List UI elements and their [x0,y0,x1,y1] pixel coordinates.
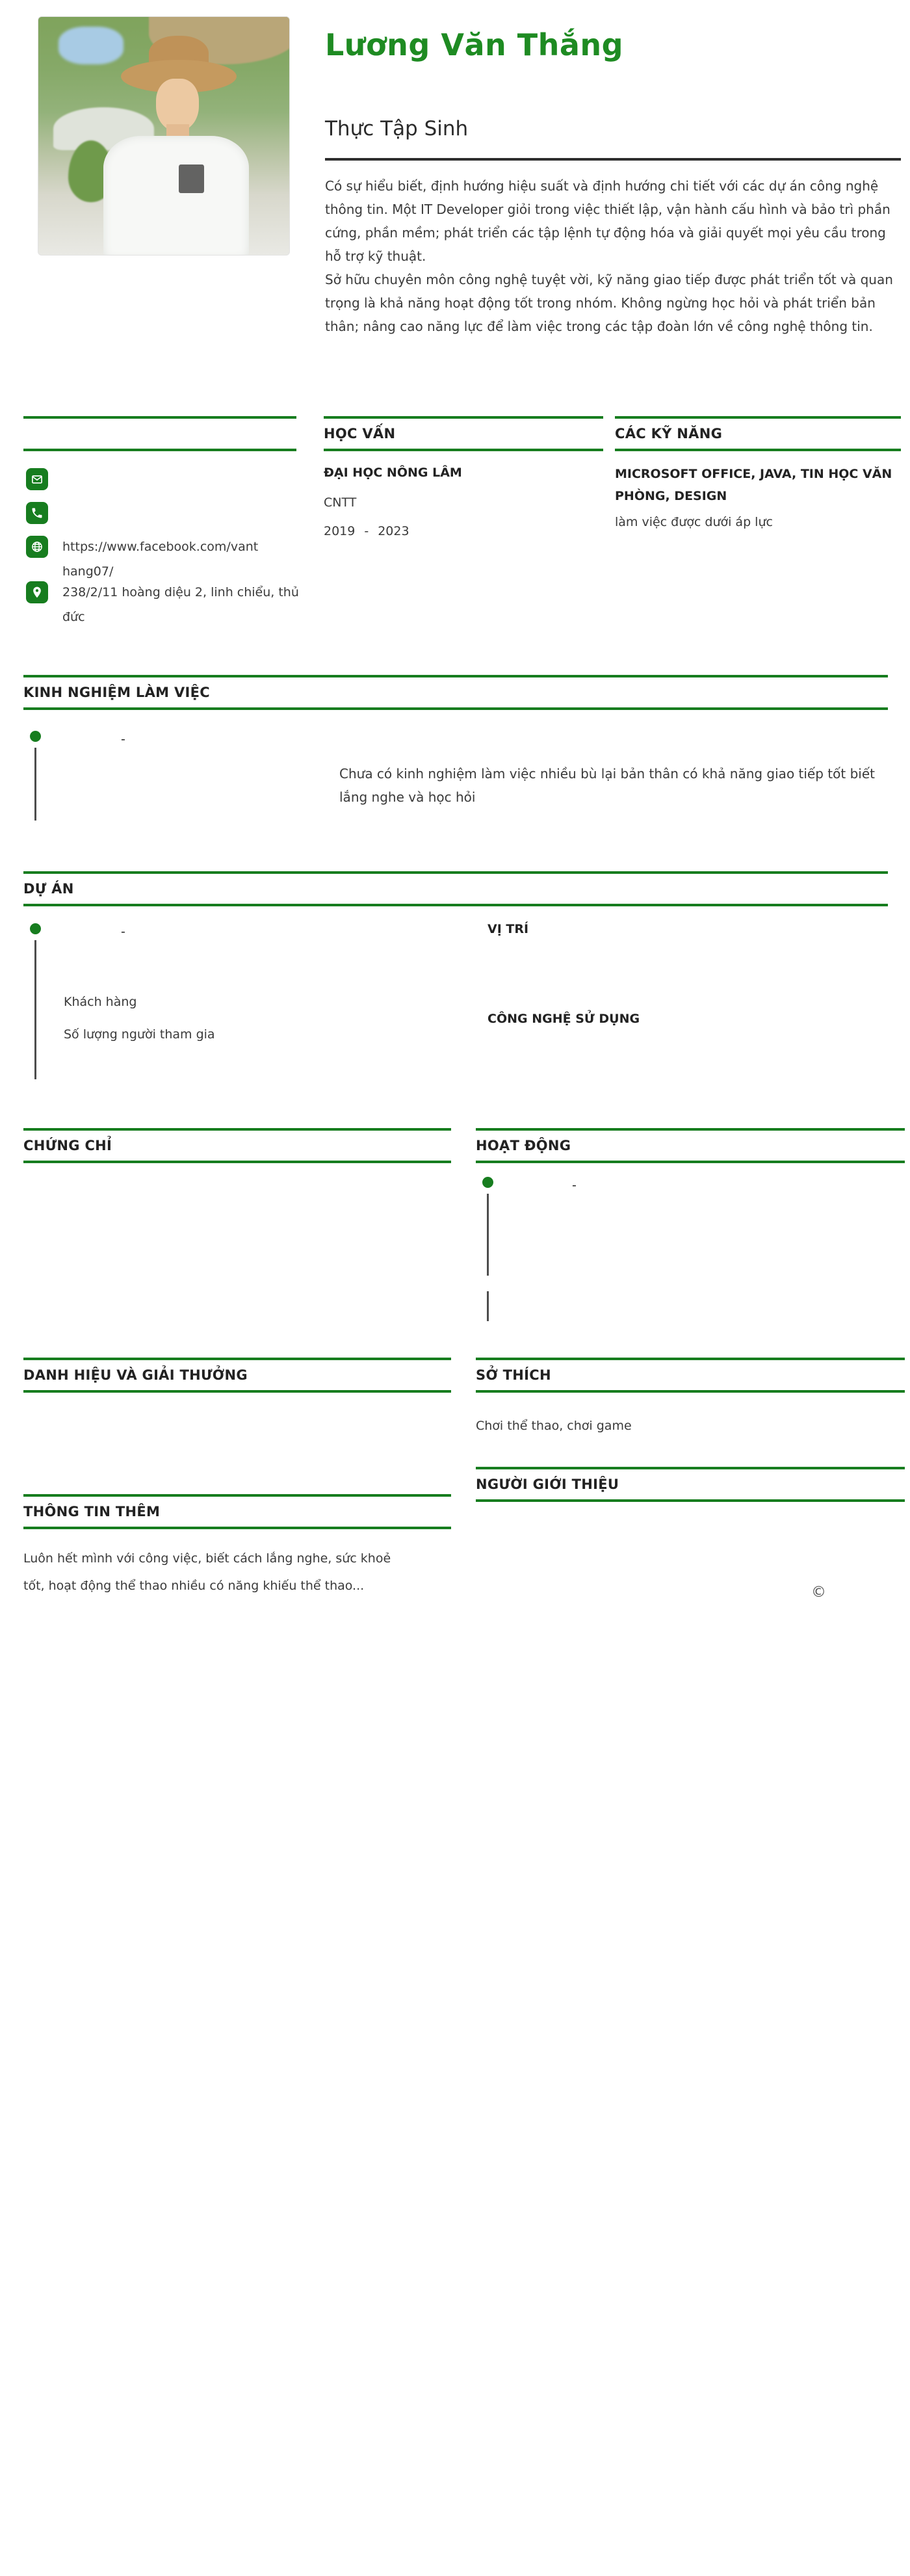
education-major: CNTT [324,495,357,510]
timeline-line [487,1291,489,1321]
location-pin-icon [26,581,48,603]
education-school: ĐẠI HỌC NÔNG LÂM [324,466,462,480]
project-technology-label: CÔNG NGHỆ SỬ DỤNG [488,1012,640,1026]
activity-date-separator: - [572,1178,577,1192]
section-header-hobbies [476,1358,905,1393]
timeline-dot [482,1177,493,1188]
section-title-hobbies: SỞ THÍCH [476,1367,551,1383]
section-title-references: NGƯỜI GIỚI THIỆU [476,1477,619,1492]
phone-icon [26,502,48,524]
timeline-dot [30,923,41,934]
section-title-projects: DỰ ÁN [23,881,74,897]
copyright-icon: © [811,1584,826,1601]
skills-list: MICROSOFT OFFICE, JAVA, TIN HỌC VĂN PHÒNG, DESIGN [615,467,892,503]
project-position-label: VỊ TRÍ [488,922,529,936]
photo-shirt-print [179,164,204,193]
project-customer-label: Khách hàng [64,995,137,1009]
skills-description: làm việc được dưới áp lực [615,515,773,529]
timeline-line [34,940,36,1079]
section-header-skills [615,416,901,451]
email-icon [26,468,48,490]
additional-info-text: Luôn hết mình với công việc, biết cách lắng nghe, sức khoẻ tốt, hoạt động thể thao nhiều có năng khiếu thể thao... [23,1551,391,1593]
education-start-year: 2019 [324,524,356,538]
photo-sky [58,27,124,65]
experience-description: Chưa có kinh nghiệm làm việc nhiều bù lại bản thân có khả năng giao tiếp tốt biết lắng nghe và học hỏi [339,766,875,805]
section-header-projects [23,871,888,906]
career-objective [325,174,902,338]
section-header-additional-info [23,1494,451,1529]
section-title-experience: KINH NGHIỆM LÀM VIỆC [23,685,210,700]
education-dates [324,524,410,538]
section-header-awards [23,1358,451,1393]
section-title-education: HỌC VẤN [324,426,396,441]
profile-photo [38,16,290,256]
section-title-additional-info: THÔNG TIN THÊM [23,1504,161,1519]
section-header-experience [23,675,888,710]
page-title-name: Lương Văn Thắng [325,27,624,62]
experience-date-separator: - [121,732,125,746]
title-divider [325,158,901,161]
section-title-certificates: CHỨNG CHỈ [23,1138,112,1153]
timeline-line [34,748,36,821]
hobbies-text: Chơi thể thao, chơi game [476,1419,632,1433]
photo-shirt [103,136,249,256]
section-title-awards: DANH HIỆU VÀ GIẢI THƯỞNG [23,1367,248,1383]
timeline-dot [30,731,41,742]
education-date-separator: - [364,524,369,538]
globe-icon [26,536,48,558]
section-header-activities [476,1128,905,1163]
project-members-label: Số lượng người tham gia [64,1027,215,1042]
contact-address-value: 238/2/11 hoàng diệu 2, linh chiểu, thủ đức [62,585,299,624]
section-title-activities: HOẠT ĐỘNG [476,1138,571,1153]
section-header-certificates [23,1128,451,1163]
timeline-line [487,1194,489,1276]
project-date-separator: - [121,925,125,939]
section-header-education [324,416,603,451]
contact-website-link[interactable]: https://www.facebook.com/vanthang07/ [62,540,259,579]
summary-paragraph-2: Sở hữu chuyên môn công nghệ tuyệt vời, kỹ năng giao tiếp được phát triển tốt và quan trọng là khả năng hoạt động tốt trong nhóm. Không ngừng học hỏi và phát triển bản thân; nâng cao năng lực để làm việc trong các tập đoàn lớn về công nghệ thông tin. [325,272,893,334]
summary-paragraph-1: Có sự hiểu biết, định hướng hiệu suất và định hướng chi tiết với các dự án công nghệ thông tin. Một IT Developer giỏi trong việc thiết lập, vận hành cấu hình và bảo trì phần cứng, phần mềm; phát triển các tập lệnh tự động hóa và giải quyết mọi yêu cầu trong hỗ trợ kỹ thuật. [325,178,890,264]
section-header-contact [23,416,296,451]
job-title: Thực Tập Sinh [325,117,469,140]
education-end-year: 2023 [378,524,410,538]
section-title-skills: CÁC KỸ NĂNG [615,426,723,441]
photo-face [156,79,199,131]
section-header-references [476,1467,905,1502]
